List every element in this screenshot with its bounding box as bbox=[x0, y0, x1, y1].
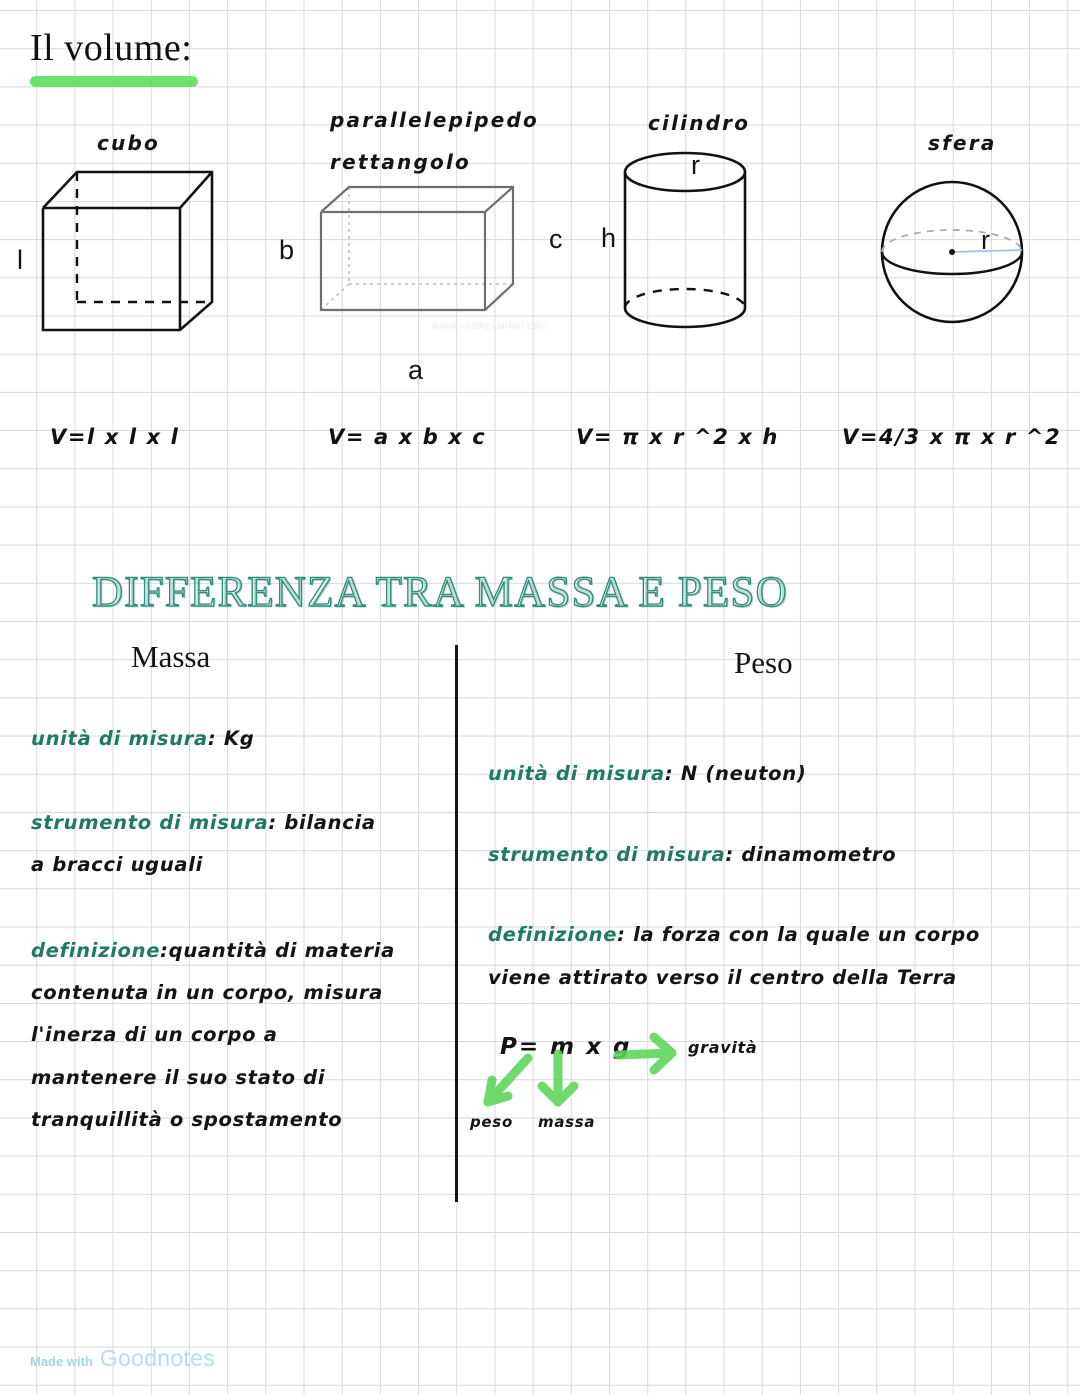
shape-label-cubo: cubo bbox=[97, 131, 160, 155]
formula-cilindro-text: V= π x r ^2 x h bbox=[576, 425, 779, 449]
prism-dimension-label-a: a bbox=[408, 355, 424, 385]
shape-label-parallelepipedo-line1: parallelepipedo bbox=[330, 108, 539, 132]
peso-unita-line bbox=[488, 764, 806, 784]
massa-definizione-value: quantità di materia bbox=[168, 939, 396, 962]
massa-definizione-cont-1: contenuta in un corpo, misura bbox=[31, 981, 384, 1004]
shape-label-parallelepipedo-line2: rettangolo bbox=[330, 150, 471, 174]
peso-unita-label: unità di misura bbox=[488, 762, 665, 785]
column-title-massa: Massa bbox=[131, 639, 211, 674]
rectangular-prism-icon bbox=[315, 183, 530, 318]
peso-strumento-line bbox=[488, 845, 896, 865]
massa-definizione-cont-4: tranquillità o spostamento bbox=[31, 1108, 343, 1131]
massa-strumento-separator: : bbox=[268, 811, 277, 834]
peso-unita-value: N (neuton) bbox=[673, 762, 807, 785]
goodnotes-made-with-label: Made with bbox=[30, 1354, 93, 1369]
column-divider bbox=[455, 645, 458, 1202]
massa-strumento-value: bilancia bbox=[276, 811, 376, 834]
diagram-watermark: WWW.ANDREAMINNI.ORG bbox=[432, 322, 549, 331]
shape-label-cilindro: cilindro bbox=[648, 111, 751, 135]
sphere-icon bbox=[880, 180, 1025, 325]
formula-cubo bbox=[44, 424, 185, 450]
arrow-down-icon bbox=[530, 1050, 586, 1112]
prism-dimension-label-c: c bbox=[549, 224, 563, 254]
massa-unita-value: Kg bbox=[216, 727, 255, 750]
formula-cilindro bbox=[570, 424, 785, 450]
peso-definizione-separator: : bbox=[617, 923, 626, 946]
massa-unita-separator: : bbox=[207, 727, 217, 750]
formula-parallelepipedo-text: V= a x b x c bbox=[328, 425, 487, 449]
massa-strumento-label: strumento di misura bbox=[31, 811, 269, 834]
massa-unita-line bbox=[31, 729, 254, 749]
title-highlight-underline bbox=[30, 76, 198, 87]
peso-definizione-label: definizione bbox=[488, 923, 618, 946]
peso-definizione-cont-1: viene attirato verso il centro della Terra bbox=[488, 966, 957, 989]
peso-strumento-separator: : bbox=[725, 843, 734, 866]
section-heading-differenza: DIFFERENZA TRA MASSA E PESO bbox=[92, 569, 788, 616]
column-title-peso: Peso bbox=[734, 645, 793, 680]
massa-unita-label: unità di misura bbox=[31, 727, 208, 750]
prism-dimension-label-b: b bbox=[279, 235, 295, 265]
massa-strumento-cont-1: a bracci uguali bbox=[31, 853, 204, 876]
peso-definizione-line bbox=[488, 925, 980, 945]
peso-strumento-value: dinamometro bbox=[733, 843, 897, 866]
peso-annotation-gravita: gravità bbox=[688, 1038, 758, 1057]
cylinder-icon bbox=[620, 150, 750, 335]
cube-dimension-label-l: l bbox=[17, 245, 23, 275]
peso-strumento-label: strumento di misura bbox=[488, 843, 726, 866]
goodnotes-brand-label: Goodnotes bbox=[99, 1345, 216, 1371]
peso-annotation-peso: peso bbox=[470, 1113, 513, 1131]
formula-parallelepipedo bbox=[322, 424, 492, 450]
sphere-dimension-label-r: r bbox=[981, 225, 990, 255]
formula-sfera-text: V=4/3 x π x r ^2 bbox=[842, 425, 1062, 449]
peso-definizione-value: la forza con la quale un corpo bbox=[625, 923, 981, 946]
massa-definizione-cont-2: l'inerza di un corpo a bbox=[31, 1023, 278, 1046]
goodnotes-watermark bbox=[30, 1345, 215, 1372]
formula-sfera bbox=[836, 424, 1067, 450]
peso-unita-separator: : bbox=[664, 762, 674, 785]
cube-icon bbox=[40, 160, 225, 335]
peso-annotation-massa: massa bbox=[538, 1113, 596, 1131]
peso-formula-expression: P= m x g bbox=[500, 1034, 632, 1060]
page-title: Il volume: bbox=[30, 27, 193, 69]
cylinder-dimension-label-h: h bbox=[601, 223, 617, 253]
massa-strumento-line bbox=[31, 813, 376, 833]
shape-label-sfera: sfera bbox=[928, 131, 997, 155]
massa-definizione-cont-3: mantenere il suo stato di bbox=[31, 1066, 326, 1089]
massa-definizione-separator: : bbox=[160, 939, 169, 962]
formula-cubo-text: V=l x l x l bbox=[50, 425, 180, 449]
massa-definizione-label: definizione bbox=[31, 939, 161, 962]
cylinder-dimension-label-r: r bbox=[691, 150, 700, 180]
arrow-right-icon bbox=[614, 1032, 686, 1074]
massa-definizione-line bbox=[31, 941, 395, 961]
